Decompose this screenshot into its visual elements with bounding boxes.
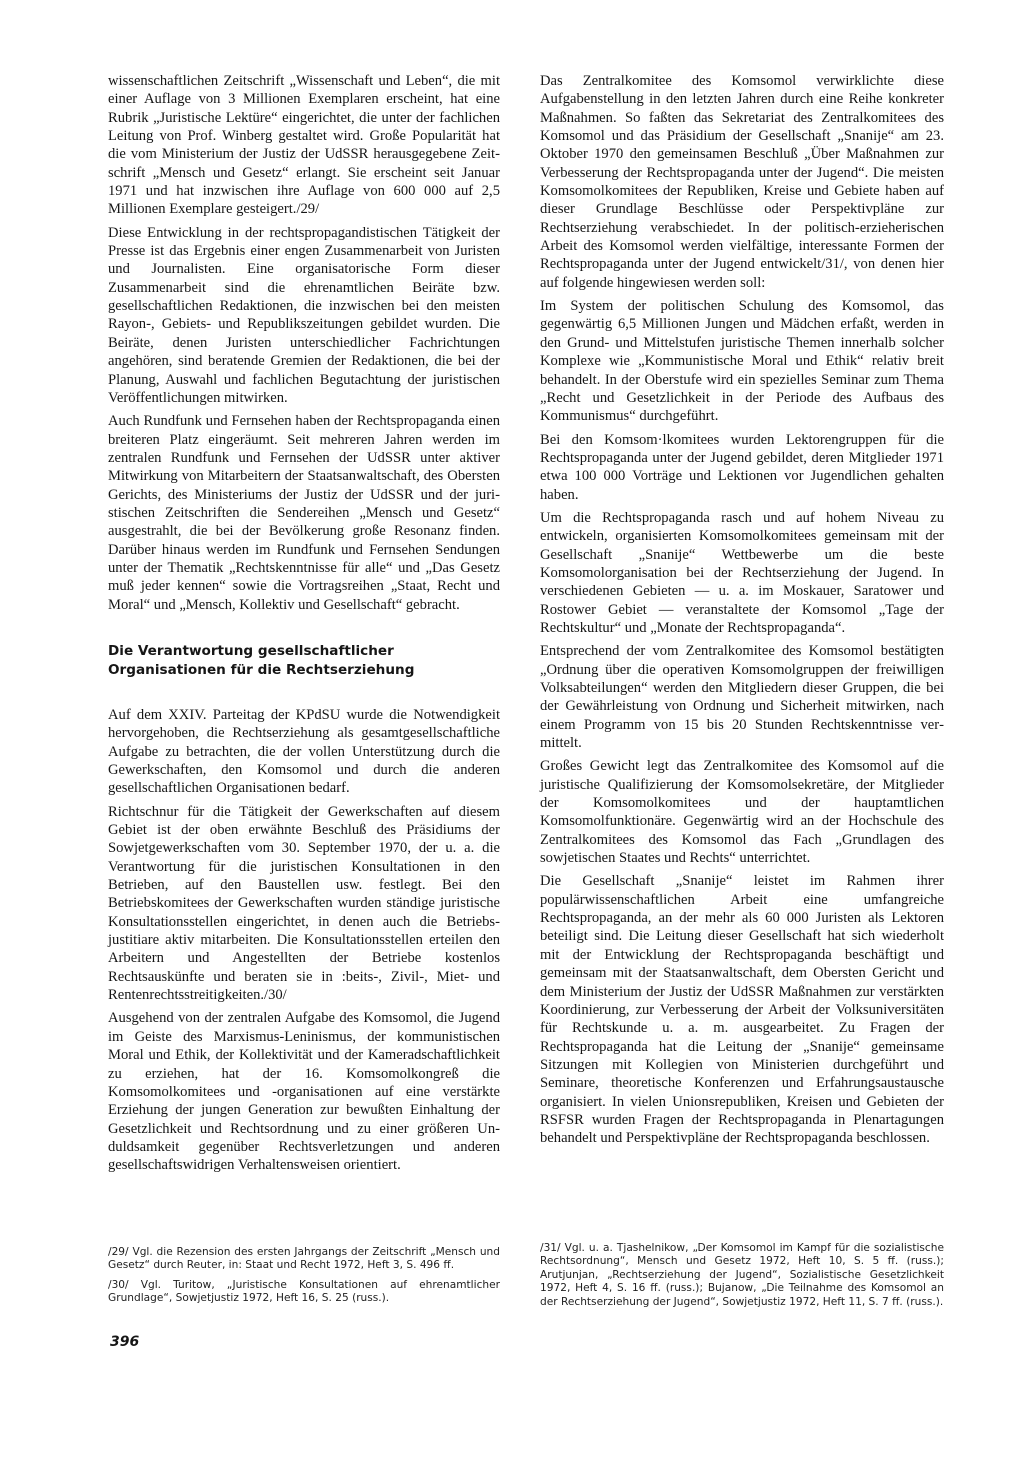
section-heading: Die Verantwortung gesellschaftlicher Organisationen für die Rechtserziehung <box>108 642 415 678</box>
paragraph: Im System der politischen Schulung des Komsomol, das gegenwärtig 6,5 Millionen Jungen und Mädchen erfaßt, werden in den Grund- und Mittelstufen juristische Themen innerhalb solcher Komplexe wie „Kommunistische Moral und Ethik“ relativ breit behandelt. In der Oberstufe wird ein spezielles Seminar zum Thema „Recht und Gesetzlichkeit in der Periode des Aufbaus des Kommunismus“ durchgeführt. <box>540 298 944 425</box>
paragraph: Bei den Komsom·lkomitees wurden Lektorengruppen für die Rechtspropaganda unter der Jugend gebildet, deren Mitglieder 1971 etwa 100 000 Vorträge und Lektionen vor Jugendlichen gehalten haben. <box>540 431 944 503</box>
paragraph: Großes Gewicht legt das Zentralkomitee des Komsomol auf die juristische Qualifizierung der Komsomolsekretäre, der Mitglieder der Komsomolkomitees und der hauptamtlichen Komsomolfunktionäre. Gegenwärtig wird an der Hochschule des Zentralkomitees des Komsomol das Fach „Grundlagen des sowjetischen Staates und Rechts“ unterrichtet. <box>540 758 944 867</box>
paragraph: Die Gesellschaft „Snanije“ leistet im Rahmen ihrer populärwissenschaftlichen Arbeit eine umfangreiche Rechtspropaganda, an der mehr als 60 000 Juristen als Lektoren beteiligt sind. Die Leitung dieser Gesellschaft hat sich wiederholt mit der Entwicklung der Rechtspropaganda beschäftigt und gemeinsam mit der Staatsanwaltschaft, dem Obersten Gericht und dem Ministerium der Justiz der UdSSR Maßnahmen zur verstärkten Koordinierung, zur Verbesserung der Arbeit der Volksuniversitäten für Rechtskunde u. a. m. ausgearbeitet. Zu Fragen der Rechtspropaganda hat die Leitung der „Snanije“ gemeinsame Sitzungen mit Kollegien von Ministerien durchgeführt und Seminare, theoretische Konferenzen und Erfahrungsaustausche organisiert. In vielen Unionsrepubliken, Kreisen und Gebieten der RSFSR wurden Fragen der Rechtspropaganda in Plenartagungen behandelt und Perspektivpläne der Rechtspropaganda beschlossen. <box>540 873 944 1147</box>
footnote: /30/ Vgl. Turitow, „Juristische Konsultationen auf ehrenamtlicher Grundlage“, Sowjetjustiz 1972, Heft 16, S. 25 (russ.). <box>108 1278 500 1305</box>
paragraph: wissenschaftlichen Zeitschrift „Wissenschaft und Leben“, die mit einer Auflage von 3 Millionen Exemplaren erscheint, hat eine Rubrik „Juristische Lektüre“ eingerichtet, die unter der fachlichen Leitung von Prof. Winberg gestaltet wird. Große Popularität hat die vom Ministerium der Justiz der UdSSR herausgegebene Zeitschrift „Mensch und Gesetz“ erlangt. Sie erscheint seit Januar 1971 und hat inzwischen ihre Auflage von 600 000 auf 2,5 Millionen Exemplare gesteigert./29/ <box>108 73 500 218</box>
paragraph: Auf dem XXIV. Parteitag der KPdSU wurde die Notwendigkeit hervorgehoben, die Rechtserziehung als gesamtgesellschaftliche Aufgabe zu betrachten, die der vollen Unterstützung durch die Gewerkschaften, den Komsomol und durch die anderen gesellschaftlichen Organisationen bedarf. <box>108 706 500 797</box>
paragraph: Das Zentralkomitee des Komsomol verwirklichte diese Aufgabenstellung in den letzten Jahren durch eine Reihe konkreter Maßnahmen. So faßten das Sekretariat des Zentralkomitees des Komsomol und das Präsidium der Gesellschaft „Snanije“ am 23. Oktober 1970 den gemeinsamen Beschluß „Über Maßnahmen zur Verbesserung der Rechtspropaganda unter der Jugend“. Die meisten Komsomolkomitees der Republiken, Kreise und Gebiete haben auf dieser Grundlage Beschlüsse oder Perspektivpläne zur Rechtserziehung verabschiedet. In der politisch-erzieherischen Arbeit des Komsomol werden vielfältige, interessante Formen der Rechtspropaganda unter der Jugend entwickelt/31/, von denen hier auf folgende hingewiesen werden soll: <box>540 73 944 291</box>
page-number: 396 <box>110 1334 140 1350</box>
paragraph: Um die Rechtspropaganda rasch und auf hohem Niveau zu entwickeln, organisierten Komsomolkomitees gemeinsam mit der Gesellschaft „Snanije“ Wettbewerbe um die beste Komsomolorganisation bei der Rechtserziehung der Jugend. In verschiedenen Gebieten — u. a. im Moskauer, Saratower und Rostower Gebiet — veranstaltete der Komsomol „Tage der Rechtskultur“ und „Monate der Rechtspropaganda“. <box>540 509 944 636</box>
paragraph: Ausgehend von der zentralen Aufgabe des Komsomol, die Jugend im Geiste des Marxismus-Leninismus, der kommunistischen Moral und Ethik, der Kollektivität und der Kameradschaftlichkeit zu erziehen, hat der 16. Komsomolkongreß die Komsomolkomitees und -organisationen auf eine verstärkte Erziehung der jungen Generation zur bewußten Einhaltung der Gesetzlichkeit und Rechtsordnung und zu einer größeren Unduldsamkeit gegenüber Rechtsverletzungen und anderen gesellschaftswidrigen Verhaltensweisen orientiert. <box>108 1010 500 1174</box>
left-column <box>108 72 500 1180</box>
footnote: /31/ Vgl. u. a. Tjashelnikow, „Der Komsomol im Kampf für die sozialistische Rechtsordnung“, Mensch und Gesetz 1972, Heft 10, S. 5 ff. (russ.); Arutjunjan, „Rechtserziehung der Jugend“, Sozialistische Gesetzlichkeit 1972, Heft 4, S. 16 ff. (russ.); Bujanow, „Die Teilnahme des Komsomol an der Rechtserziehung der Jugend“, Sowjetjustiz 1972, Heft 11, S. 7 ff. (russ.). <box>540 1242 944 1308</box>
right-column <box>540 72 944 1153</box>
paragraph: Diese Entwicklung in der rechtspropagandistischen Tätigkeit der Presse ist das Ergebnis einer engen Zusammenarbeit von Juristen und Journalisten. Eine organisatorische Form dieser Zusammenarbeit sind die ehrenamtlichen Beiräte bzw. gesellschaftlichen Redaktionen, die inzwischen bei den meisten Rayon-, Gebiets- und Republikszeitungen gebildet wurden. Die Beiräte, denen Juristen unterschiedlicher Fachrichtungen angehören, sind beratende Gremien der Redaktionen, die bei der Planung, Auswahl und fachlichen Begutachtung der juristischen Veröffentlichungen mitwirken. <box>108 224 500 406</box>
paragraph: Richtschnur für die Tätigkeit der Gewerkschaften auf diesem Gebiet ist der oben erwähnte Beschluß des Präsidiums der Sowjetgewerkschaften vom 30. September 1970, der u. a. die Verantwortung für die juristischen Konsultationen in den Betrieben, auf den Baustellen usw. festlegt. Bei den Betriebskomitees der Gewerkschaften wurden ständige juristische Konsultationsstellen eingerichtet, in denen auch die Betriebsjustitiare aktiv mitarbeiten. Die Konsultationsstellen erteilen den Arbeitern und Angestellten der Betriebe kostenlos Rechtsauskünfte und beraten sie in :beits-, Zivil-, Miet- und Rentenrechtsstreitigkeiten./30/ <box>108 803 500 1004</box>
paragraph: Entsprechend der vom Zentralkomitee des Komsomol bestätigten „Ordnung über die operativen Komsomolgruppen der freiwilligen Volksabteilungen“ werden den Mitgliedern dieser Gruppen, die bei der Gewährleistung von Ordnung und Sicherheit mitwirken, nach einem Programm von 15 bis 20 Stunden Rechtskenntnisse vermittelt. <box>540 643 944 752</box>
footnote: /29/ Vgl. die Rezension des ersten Jahrgangs der Zeitschrift „Mensch und Gesetz“ durch Reuter, in: Staat und Recht 1972, Heft 3, S. 496 ff. <box>108 1246 500 1272</box>
footnotes-left <box>108 1246 500 1312</box>
footnotes-right <box>540 1242 944 1315</box>
paragraph: Auch Rundfunk und Fernsehen haben der Rechtspropaganda einen breiteren Platz eingeräumt. Seit mehreren Jahren werden im zentralen Rundfunk und Fernsehen der UdSSR unter aktiver Mitwirkung von Mitarbeitern der Staatsanwaltschaft, des Obersten Gerichts, des Ministeriums der Justiz der UdSSR und der juristischen Zeitschriften die Sendereihen „Mensch und Gesetz“ ausgestrahlt, die bei der Bevölkerung große Resonanz finden. Darüber hinaus werden im Rundfunk und Fernsehen Sendungen unter der Thematik „Rechtskenntnisse für alle“ und „Das Gesetz muß jeder kennen“ sowie die Vortragsreihen „Staat, Recht und Moral“ und „Mensch, Kollektiv und Gesellschaft“ gebracht. <box>108 413 500 613</box>
